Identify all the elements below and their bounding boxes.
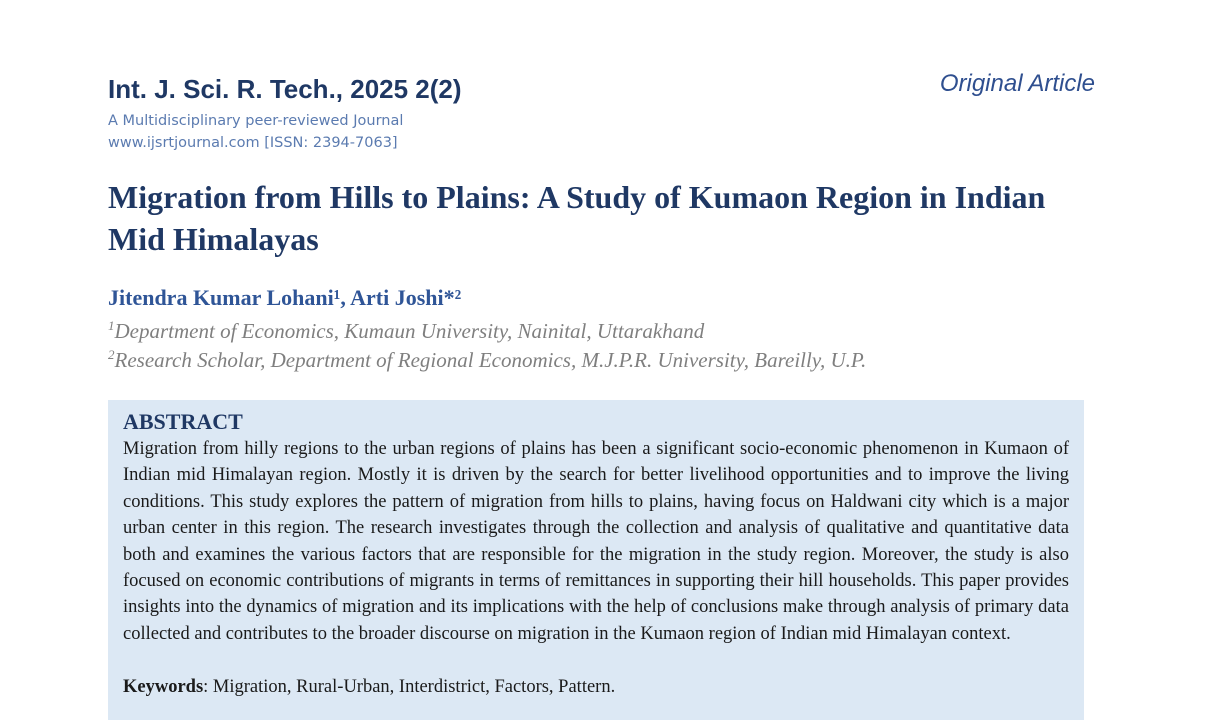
keywords-label: Keywords (123, 677, 204, 697)
affiliation-1-number: 1 (108, 318, 115, 333)
affiliation-1-text: Department of Economics, Kumaun University, Nainital, Uttarakhand (114, 319, 705, 343)
abstract-heading: ABSTRACT (123, 409, 243, 434)
keywords-line (123, 674, 1069, 700)
journal-website[interactable]: www.ijsrtjournal.com [ISSN: 2394-7063] (108, 135, 398, 151)
affiliation-2-number: 2 (108, 347, 115, 362)
abstract-body: Migration from hilly regions to the urban regions of plains has been a significant socio-economic phenomenon in Kumaon of Indian mid Himalayan region. Mostly it is driven by the search for better livelihood opportunities and to improve the living conditions. This study explores the pattern of migration from hills to plains, having focus on Haldwani city which is a major urban center in this region. The research investigates through the collection and analysis of qualitative and quantitative data both and examines the various factors that are responsible for the migration in the study region. Moreover, the study is also focused on economic contributions of migrants in terms of remittances in supporting their hill households. This paper provides insights into the dynamics of migration and its implications with the help of conclusions make through analysis of primary data collected and contributes to the broader discourse on migration in the Kumaon region of Indian mid Himalayan context. (123, 439, 1069, 644)
journal-citation: Int. J. Sci. R. Tech., 2025 2(2) (108, 74, 462, 104)
keywords-list: : Migration, Rural-Urban, Interdistrict, Factors, Pattern. (203, 677, 616, 697)
affiliation-2-text: Research Scholar, Department of Regional Economics, M.J.P.R. University, Bareilly, U.P. (114, 348, 867, 372)
abstract-box (108, 400, 1084, 720)
affiliation-2 (108, 347, 866, 373)
journal-subtitle: A Multidisciplinary peer-reviewed Journal (108, 113, 404, 129)
article-type-label: Original Article (939, 70, 1095, 97)
paper-title: Migration from Hills to Plains: A Study of Kumaon Region in Indian Mid Himalayas (108, 179, 1046, 257)
author-list: Jitendra Kumar Lohani¹, Arti Joshi*² (108, 285, 462, 310)
affiliation-1 (108, 318, 704, 344)
